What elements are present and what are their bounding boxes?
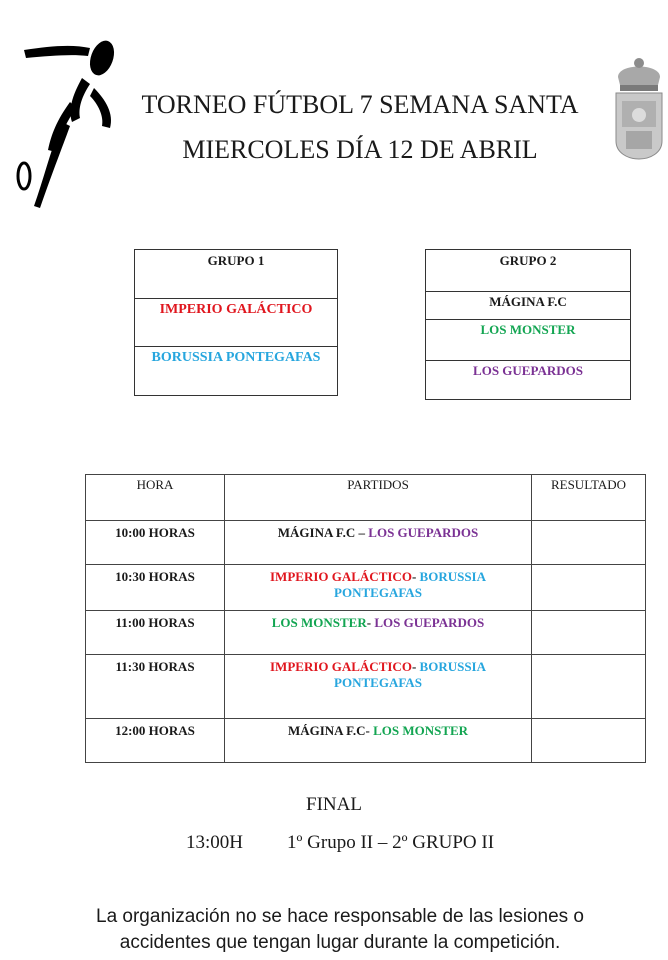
match-separator: - [411, 569, 420, 584]
match-teams [225, 521, 532, 565]
group-1-team-imperio: IMPERIO GALÁCTICO [159, 302, 313, 317]
final-label: FINAL [306, 794, 362, 815]
away-team: BORUSSIA PONTEGAFAS [334, 569, 486, 600]
match-teams [225, 611, 532, 655]
away-team: LOS GUEPARDOS [368, 525, 479, 540]
table-row [86, 611, 646, 655]
player-front-leg [34, 122, 70, 208]
table-row [86, 565, 646, 611]
match-separator: – [355, 525, 369, 540]
match-time: 10:00 HORAS [86, 521, 225, 565]
match-time: 11:30 HORAS [86, 655, 225, 719]
match-result [532, 611, 646, 655]
tournament-title: TORNEO FÚTBOL 7 SEMANA SANTA [141, 90, 579, 119]
home-team: MÁGINA F.C [287, 723, 366, 738]
match-separator: - [411, 659, 420, 674]
group-2-title: GRUPO 2 [499, 253, 557, 268]
player-arm [24, 46, 90, 58]
home-team: IMPERIO GALÁCTICO [270, 569, 412, 584]
match-separator: - [365, 723, 374, 738]
header-partidos: PARTIDOS [225, 475, 532, 521]
header-hora: HORA [86, 475, 225, 521]
table-row [86, 655, 646, 719]
match-teams [225, 565, 532, 611]
ball-icon [18, 163, 30, 189]
player-body [70, 78, 90, 122]
group-2-team-magina: MÁGINA F.C [489, 294, 567, 309]
group-2-team-guepardos: LOS GUEPARDOS [473, 363, 583, 378]
tournament-date: MIERCOLES DÍA 12 DE ABRIL [182, 135, 538, 164]
schedule-header-row [86, 475, 646, 521]
home-team: MÁGINA F.C [277, 525, 356, 540]
match-result [532, 719, 646, 763]
group-1-box [134, 249, 338, 396]
match-separator: - [366, 615, 375, 630]
away-team: LOS MONSTER [373, 723, 469, 738]
match-time: 12:00 HORAS [86, 719, 225, 763]
match-result [532, 565, 646, 611]
coat-of-arms-icon [612, 55, 666, 161]
home-team: IMPERIO GALÁCTICO [270, 659, 412, 674]
home-team: LOS MONSTER [271, 615, 367, 630]
match-result [532, 655, 646, 719]
group-1-team-borussia: BORUSSIA PONTEGAFAS [151, 350, 321, 365]
schedule-table [85, 474, 646, 763]
group-1-title: GRUPO 1 [207, 253, 265, 268]
header-resultado: RESULTADO [532, 475, 646, 521]
away-team: LOS GUEPARDOS [374, 615, 485, 630]
match-time: 11:00 HORAS [86, 611, 225, 655]
table-row [86, 521, 646, 565]
away-team: BORUSSIA PONTEGAFAS [334, 659, 486, 690]
group-2-box [425, 249, 631, 400]
final-match: 1º Grupo II – 2º GRUPO II [287, 832, 495, 853]
disclaimer-note: La organización no se hace responsable de las lesiones o accidentes que tengan lugar durante la competición. [96, 906, 584, 953]
final-time: 13:00H [186, 832, 243, 853]
table-row [86, 719, 646, 763]
match-time: 10:30 HORAS [86, 565, 225, 611]
player-head [86, 37, 119, 78]
group-2-team-monster: LOS MONSTER [480, 322, 576, 337]
match-teams [225, 719, 532, 763]
match-result [532, 521, 646, 565]
match-teams [225, 655, 532, 719]
